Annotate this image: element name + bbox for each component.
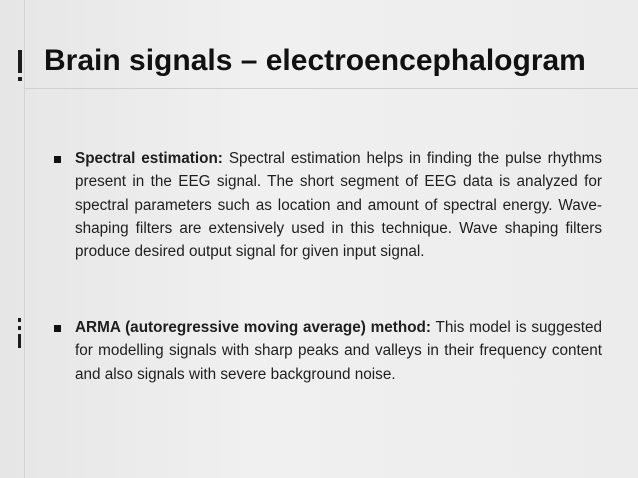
bullet-item-body: Spectral estimation helps in finding the pulse rhythms present in the EEG signal. The short segment of EEG data is analyzed for spectral parameters such as location and amount of spectral energy. Wave-shaping filters are extensively used in this technique. Wave shaping filters produce desired output signal for given input signal. (75, 150, 602, 261)
bullet-item-text (75, 147, 602, 263)
title-divider (24, 88, 638, 89)
slide-title: Brain signals – electroencephalogram (44, 44, 586, 77)
square-bullet-icon (54, 156, 61, 163)
left-margin-rule (24, 0, 25, 478)
side-accent-bar (18, 334, 21, 348)
side-accent-bar (18, 326, 21, 330)
side-accent-bar (18, 318, 21, 322)
bullet-item (44, 147, 602, 263)
bullet-item (44, 316, 602, 386)
bullet-item-body: This model is suggested for modelling signals with sharp peaks and valleys in their frequency content and also signals with severe background noise. (75, 319, 602, 383)
square-bullet-icon (54, 325, 61, 332)
bullet-item-text (75, 316, 602, 386)
title-accent-bar (18, 50, 22, 73)
bullet-item-term: Spectral estimation: (75, 150, 223, 167)
title-accent-bar (18, 77, 22, 81)
bullet-item-term: ARMA (autoregressive moving average) method: (75, 319, 431, 336)
